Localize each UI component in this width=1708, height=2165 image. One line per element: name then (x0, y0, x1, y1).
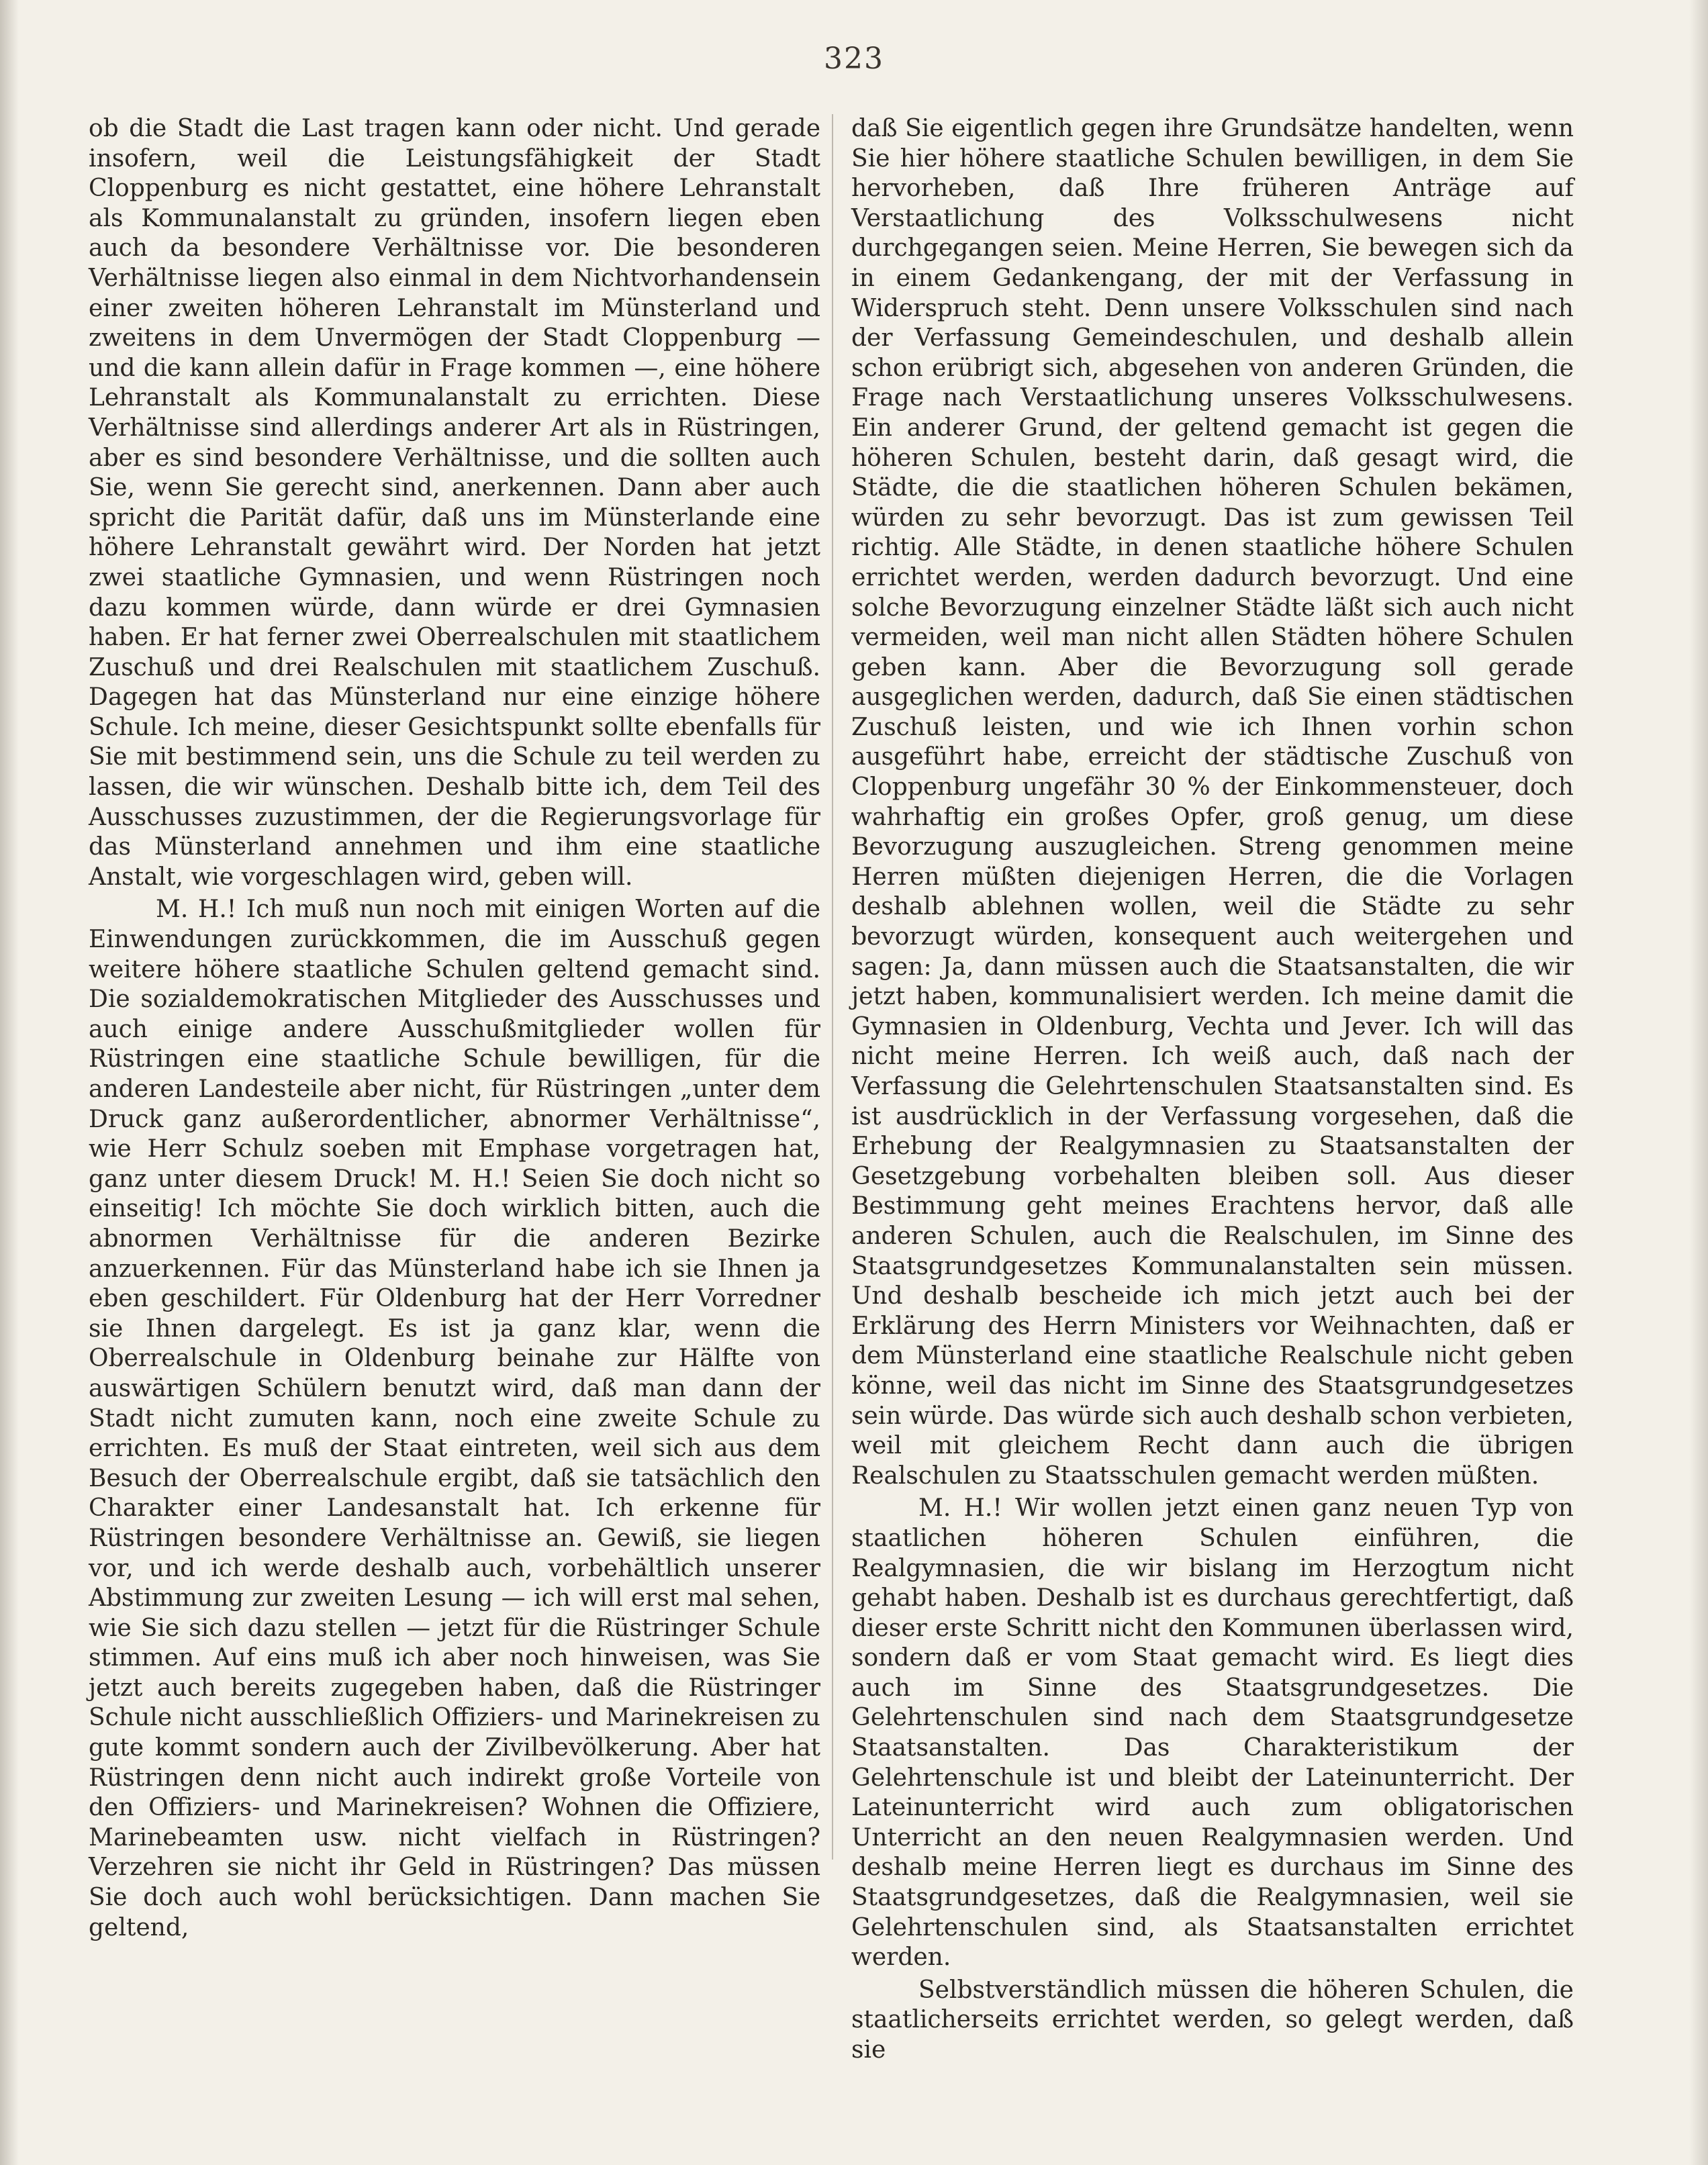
column-divider (832, 114, 833, 1860)
paragraph: ob die Stadt die Last tragen kann oder nicht. Und gerade insofern, weil die Leistungsfähigkeit der Stadt Cloppenburg es nicht gestattet, eine höhere Lehranstalt als Kommunalanstalt zu gründen, insofern liegen eben auch da besondere Verhältnisse vor. Die besonderen Verhältnisse liegen also einmal in dem Nichtvorhandensein einer zweiten höheren Lehranstalt im Münsterland und zweitens in dem Unvermögen der Stadt Cloppenburg — und die kann allein dafür in Frage kommen —, eine höhere Lehranstalt als Kommunalanstalt zu errichten. Diese Verhältnisse sind allerdings anderer Art als in Rüstringen, aber es sind besondere Verhältnisse, und die sollten auch Sie, wenn Sie gerecht sind, anerkennen. Dann aber auch spricht die Parität dafür, daß uns im Münsterlande eine höhere Lehranstalt gewährt wird. Der Norden hat jetzt zwei staatliche Gymnasien, und wenn Rüstringen noch dazu kommen würde, dann würde er drei Gymnasien haben. Er hat ferner zwei Oberrealschulen mit staatlichem Zuschuß und drei Realschulen mit staatlichem Zuschuß. Dagegen hat das Münsterland nur eine einzige höhere Schule. Ich meine, dieser Gesichtspunkt sollte ebenfalls für Sie mit bestimmend sein, uns die Schule zu teil werden zu lassen, die wir wünschen. Deshalb bitte ich, dem Teil des Ausschusses zuzustimmen, der die Regierungsvorlage für das Münsterland annehmen und ihm eine staatliche Anstalt, wie vorgeschlagen wird, geben will. (89, 115, 820, 891)
right-column (851, 114, 1574, 2066)
page-number: 323 (824, 42, 884, 76)
left-column (89, 114, 820, 1943)
paragraph: M. H.! Ich muß nun noch mit einigen Worten auf die Einwendungen zurückkommen, die im Ausschuß gegen weitere höhere staatliche Schulen geltend gemacht sind. Die sozialdemokratischen Mitglieder des Ausschusses und auch einige andere Ausschußmitglieder wollen für Rüstringen eine staatliche Schule bewilligen, für die anderen Landesteile aber nicht, für Rüstringen „unter dem Druck ganz außerordentlicher, abnormer Verhältnisse“, wie Herr Schulz soeben mit Emphase vorgetragen hat, ganz unter diesem Druck! M. H.! Seien Sie doch nicht so einseitig! Ich möchte Sie doch wirklich bitten, auch die abnormen Verhältnisse für die anderen Bezirke anzuerkennen. Für das Münsterland habe ich sie Ihnen ja eben geschildert. Für Oldenburg hat der Herr Vorredner sie Ihnen dargelegt. Es ist ja ganz klar, wenn die Oberrealschule in Oldenburg beinahe zur Hälfte von auswärtigen Schülern benutzt wird, daß man dann der Stadt nicht zumuten kann, noch eine zweite Schule zu errichten. Es muß der Staat eintreten, weil sich aus dem Besuch der Oberrealschule ergibt, daß sie tatsächlich den Charakter einer Landesanstalt hat. Ich erkenne für Rüstringen besondere Verhältnisse an. Gewiß, sie liegen vor, und ich werde deshalb auch, vorbehältlich unserer Abstimmung zur zweiten Lesung — ich will erst mal sehen, wie Sie sich dazu stellen — jetzt für die Rüstringer Schule stimmen. Auf eins muß ich aber noch hinweisen, was Sie jetzt auch bereits zugegeben haben, daß die Rüstringer Schule nicht ausschließlich Offiziers- und Marinekreisen zu gute kommt sondern auch der Zivilbevölkerung. Aber hat Rüstringen denn nicht auch indirekt große Vorteile von den Offiziers- und Marinekreisen? Wohnen die Offiziere, Marinebeamten usw. nicht vielfach in Rüstringen? Verzehren sie nicht ihr Geld in Rüstringen? Das müssen Sie doch auch wohl berücksichtigen. Dann machen Sie geltend, (89, 896, 820, 1941)
page-edge-shadow-right (1689, 0, 1708, 2165)
paragraph: M. H.! Wir wollen jetzt einen ganz neuen Typ von staatlichen höheren Schulen einführen, die Realgymnasien, die wir bislang im Herzogtum nicht gehabt haben. Deshalb ist es durchaus gerechtfertigt, daß dieser erste Schritt nicht den Kommunen überlassen wird, sondern daß er vom Staat gemacht wird. Es liegt dies auch im Sinne des Staatsgrundgesetzes. Die Gelehrtenschulen sind nach dem Staatsgrundgesetze Staatsanstalten. Das Charakteristikum der Gelehrtenschule ist und bleibt der Lateinunterricht. Der Lateinunterricht wird auch zum obligatorischen Unterricht an den neuen Realgymnasien werden. Und deshalb meine Herren liegt es durchaus im Sinne des Staatsgrundgesetzes, daß die Realgymnasien, weil sie Gelehrtenschulen sind, als Staatsanstalten errichtet werden. (851, 1494, 1574, 1972)
paragraph: Selbstverständlich müssen die höheren Schulen, die staatlicherseits errichtet werden, so gelegt werden, daß sie (851, 1976, 1574, 2064)
page-edge-shadow-left (0, 0, 19, 2165)
paragraph: daß Sie eigentlich gegen ihre Grundsätze handelten, wenn Sie hier höhere staatliche Schulen bewilligen, in dem Sie hervorheben, daß Ihre früheren Anträge auf Verstaatlichung des Volksschulwesens nicht durchgegangen seien. Meine Herren, Sie bewegen sich da in einem Gedankengang, der mit der Verfassung in Widerspruch steht. Denn unsere Volksschulen sind nach der Verfassung Gemeindeschulen, und deshalb allein schon erübrigt sich, abgesehen von anderen Gründen, die Frage nach Verstaatlichung unseres Volksschulwesens. Ein anderer Grund, der geltend gemacht ist gegen die höheren Schulen, besteht darin, daß gesagt wird, die Städte, die die staatlichen höheren Schulen bekämen, würden zu sehr bevorzugt. Das ist zum gewissen Teil richtig. Alle Städte, in denen staatliche höhere Schulen errichtet werden, werden dadurch bevorzugt. Und eine solche Bevorzugung einzelner Städte läßt sich auch nicht vermeiden, weil man nicht allen Städten höhere Schulen geben kann. Aber die Bevorzugung soll gerade ausgeglichen werden, dadurch, daß Sie einen städtischen Zuschuß leisten, und wie ich Ihnen vorhin schon ausgeführt habe, erreicht der städtische Zuschuß von Cloppenburg ungefähr 30 % der Einkommensteuer, doch wahrhaftig ein großes Opfer, groß genug, um diese Bevorzugung auszugleichen. Streng genommen meine Herren müßten diejenigen Herren, die die Vorlagen deshalb ablehnen wollen, weil die Städte zu sehr bevorzugt würden, konsequent auch weitergehen und sagen: Ja, dann müssen auch die Staatsanstalten, die wir jetzt haben, kommunalisiert werden. Ich meine damit die Gymnasien in Oldenburg, Vechta und Jever. Ich will das nicht meine Herren. Ich weiß auch, daß nach der Verfassung die Gelehrtenschulen Staatsanstalten sind. Es ist ausdrücklich in der Verfassung vorgesehen, daß die Erhebung der Realgymnasien zu Staatsanstalten der Gesetzgebung vorbehalten bleiben soll. Aus dieser Bestimmung geht meines Erachtens hervor, daß alle anderen Schulen, auch die Realschulen, im Sinne des Staatsgrundgesetzes Kommunalanstalten sein müssen. Und deshalb bescheide ich mich jetzt auch bei der Erklärung des Herrn Ministers vor Weihnachten, daß er dem Münsterland eine staatliche Realschule nicht geben könne, weil das nicht im Sinne des Staatsgrundgesetzes sein würde. Das würde sich auch deshalb schon verbieten, weil mit gleichem Recht dann auch die übrigen Realschulen zu Staatsschulen gemacht werden müßten. (851, 115, 1574, 1490)
